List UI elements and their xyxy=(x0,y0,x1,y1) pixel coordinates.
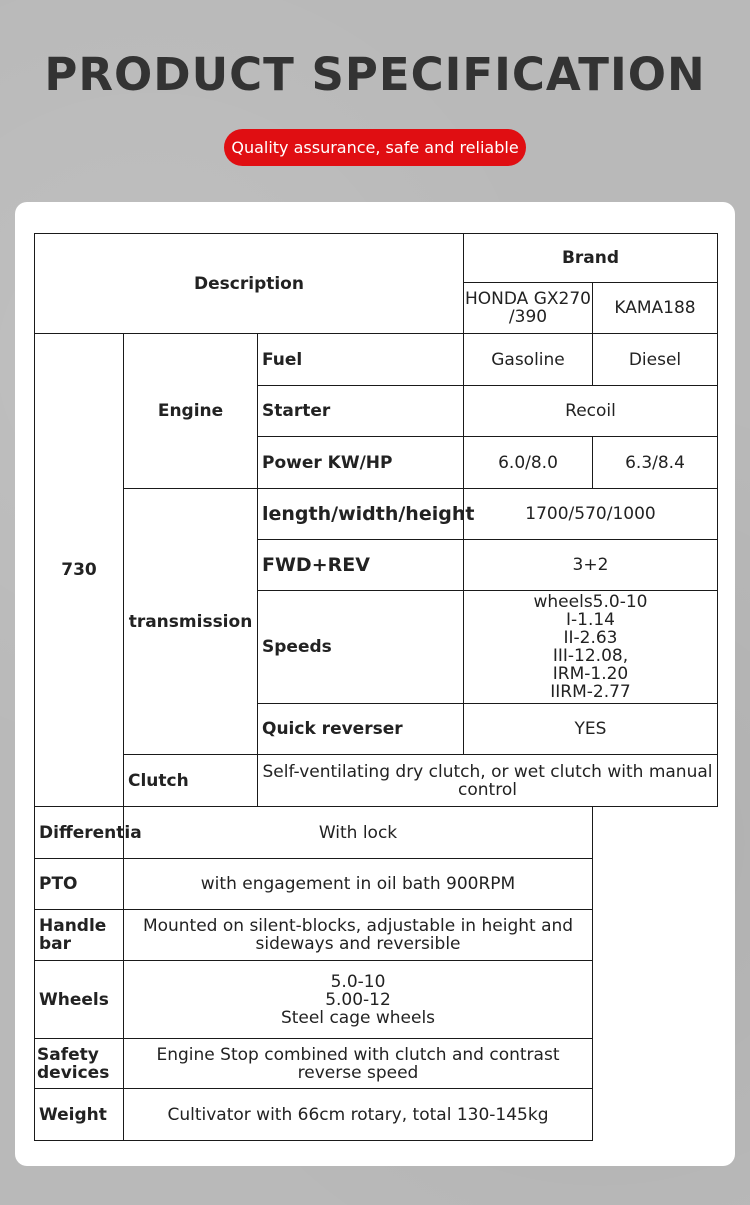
safety-value: Engine Stop combined with clutch and contrast reverse speed xyxy=(124,1039,593,1089)
starter-label: Starter xyxy=(258,386,464,437)
wheel-item: 5.0-10 xyxy=(330,971,386,992)
description-header: Description xyxy=(35,234,464,334)
power-label: Power KW/HP xyxy=(258,437,464,489)
speeds-label: Speeds xyxy=(258,591,464,704)
spec-table xyxy=(34,233,718,1141)
starter-value: Recoil xyxy=(464,386,718,437)
fuel-label: Fuel xyxy=(258,334,464,386)
clutch-value: Self-ventilating dry clutch, or wet clutch with manual control xyxy=(258,755,718,807)
wheel-item: 5.00-12 xyxy=(325,989,391,1010)
dims-label: length/width/height xyxy=(258,489,464,540)
speed-item: IRM-1.20 xyxy=(552,664,629,684)
pto-value: with engagement in oil bath 900RPM xyxy=(124,859,593,910)
weight-value: Cultivator with 66cm rotary, total 130-145kg xyxy=(124,1089,593,1141)
speed-item: wheels5.0-10 xyxy=(533,592,648,612)
engine-label: Engine xyxy=(124,334,258,489)
wheels-value xyxy=(124,961,593,1039)
speed-item: I-1.14 xyxy=(566,610,615,630)
page-title: PRODUCT SPECIFICATION xyxy=(44,48,706,101)
pto-label: PTO xyxy=(35,859,124,910)
quick-reverser-value: YES xyxy=(464,704,718,755)
brand-honda: HONDA GX270 /390 xyxy=(464,283,593,334)
clutch-label: Clutch xyxy=(124,755,258,807)
differential-value: With lock xyxy=(124,807,593,859)
fwd-rev-value: 3+2 xyxy=(464,540,718,591)
speed-item: II-2.63 xyxy=(563,628,618,648)
safety-label: Safety devices xyxy=(35,1039,124,1089)
dims-value: 1700/570/1000 xyxy=(464,489,718,540)
weight-label: Weight xyxy=(35,1089,124,1141)
power-value-1: 6.0/8.0 xyxy=(464,437,593,489)
fuel-gasoline: Gasoline xyxy=(464,334,593,386)
handle-bar-value: Mounted on silent-blocks, adjustable in height and sideways and reversible xyxy=(124,910,593,961)
transmission-label: transmission xyxy=(124,489,258,755)
brand-header: Brand xyxy=(464,234,718,283)
speed-item: IIRM-2.77 xyxy=(550,682,631,702)
power-value-2: 6.3/8.4 xyxy=(593,437,718,489)
wheel-item: Steel cage wheels xyxy=(280,1007,436,1028)
wheels-label: Wheels xyxy=(35,961,124,1039)
speed-item: III-12.08, xyxy=(552,646,629,666)
tagline-badge: Quality assurance, safe and reliable xyxy=(224,129,526,166)
handle-bar-label: Handle bar xyxy=(35,910,124,961)
differential-label: Differentia xyxy=(35,807,124,859)
fuel-diesel: Diesel xyxy=(593,334,718,386)
brand-kama: KAMA188 xyxy=(593,283,718,334)
quick-reverser-label: Quick reverser xyxy=(258,704,464,755)
fwd-rev-label: FWD+REV xyxy=(258,540,464,591)
model-number: 730 xyxy=(35,334,124,807)
speeds-value xyxy=(464,591,718,704)
